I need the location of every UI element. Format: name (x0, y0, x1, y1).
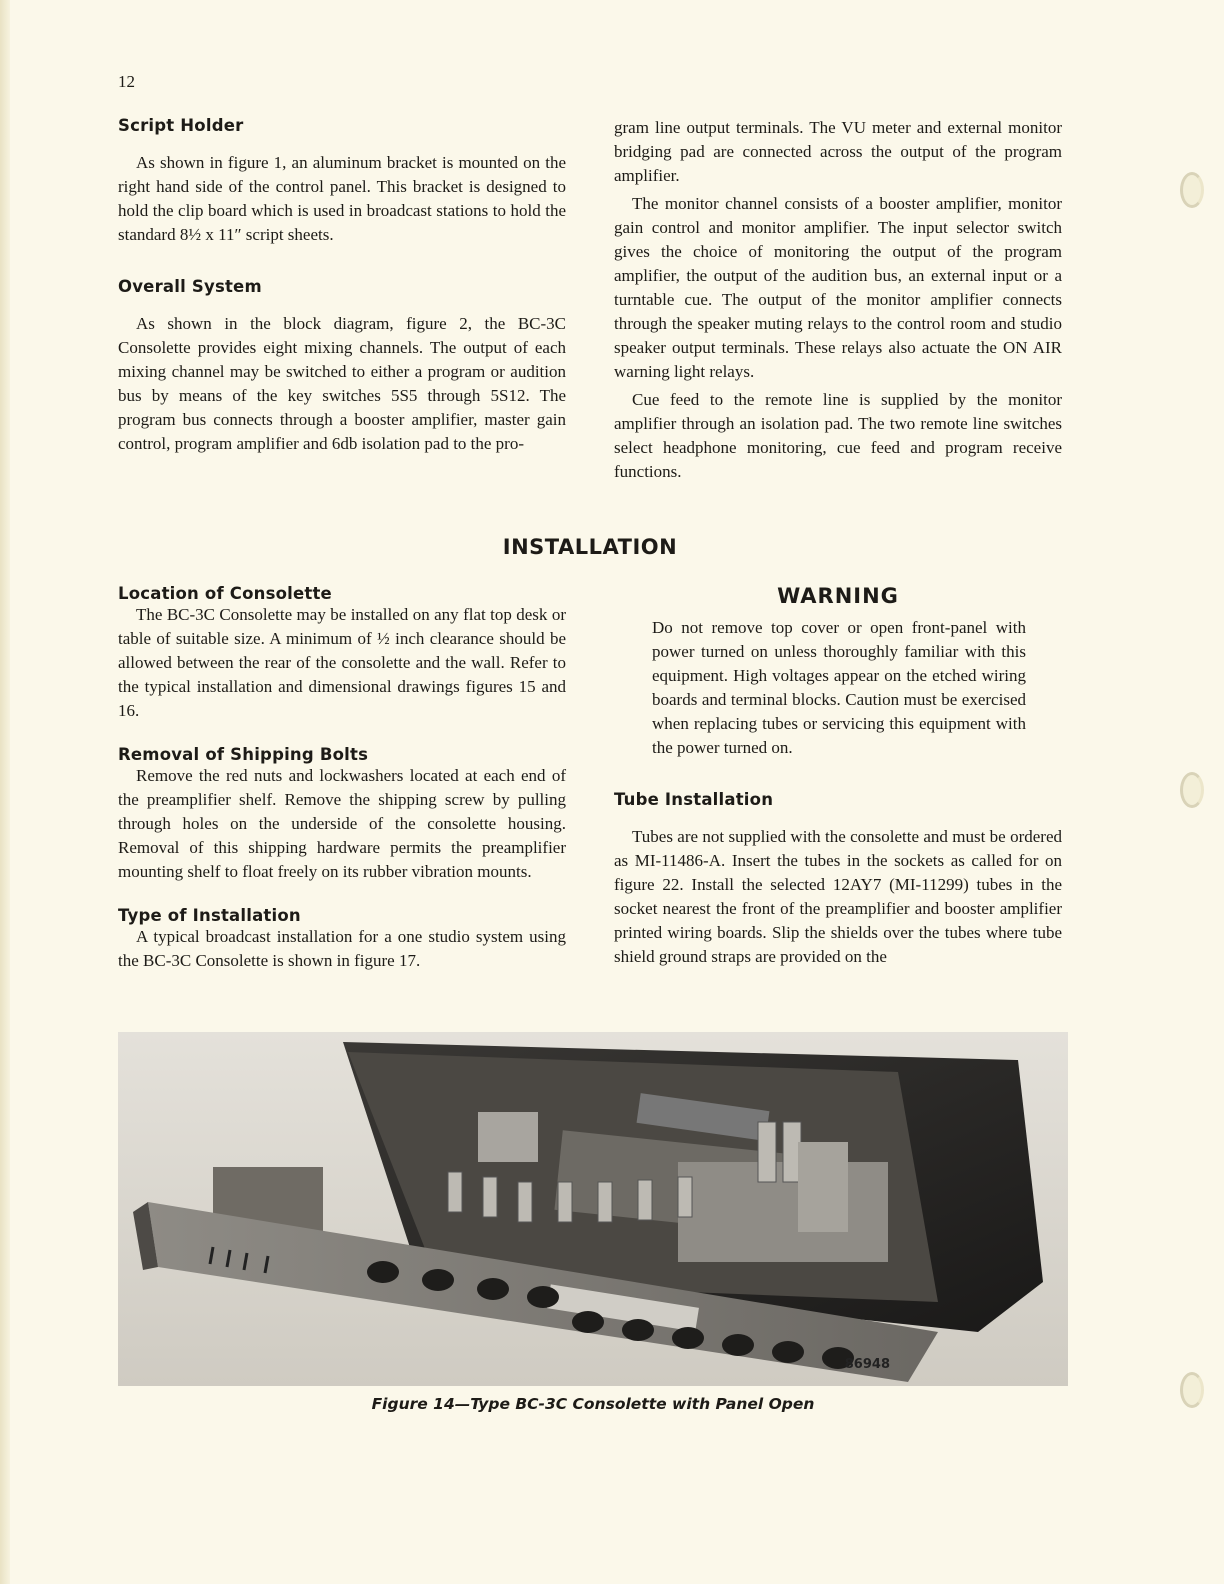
figure-photo-consolette (118, 1032, 1068, 1386)
page-binding-edge (0, 0, 10, 1584)
paragraph-program-line: gram line output terminals. The VU meter and external monitor bridging pad are connected across the output of the program amplifier. (614, 118, 1062, 185)
paragraph-tube-installation: Tubes are not supplied with the consolette and must be ordered as MI-11486-A. Insert the tubes in the sockets as called for on figure 22. Install the selected 12AY7 (MI-11299) tubes in the socket nearest the front of the preamplifier and booster amplifier printed wiring boards. Slip the shields over the tubes where tube shield ground straps are provided on the (614, 827, 1062, 966)
figure-caption: Figure 14—Type BC-3C Consolette with Panel Open (371, 1395, 815, 1413)
section-title-installation: INSTALLATION (502, 535, 678, 559)
column-right-top (614, 116, 1062, 484)
paragraph-cue-feed: Cue feed to the remote line is supplied by the monitor amplifier through an isolation pad. The two remote line switches select headphone monitoring, cue feed and program receive functions. (614, 390, 1062, 481)
page-number: 12 (118, 72, 135, 91)
paragraph-type-installation: A typical broadcast installation for a one studio system using the BC-3C Consolette is shown in figure 17. (118, 927, 566, 970)
paragraph-location: The BC-3C Consolette may be installed on any flat top desk or table of suitable size. A minimum of ½ inch clearance should be allowed between the rear of the consolette and the wall. Refer to the typical installation and dimensional drawings figures 15 and 16. (118, 605, 566, 720)
photo-reference-number: 86948 (844, 1357, 890, 1372)
paragraph-warning: Do not remove top cover or open front-panel with power turned on unless thoroughly familiar with this equipment. High voltages appear on the etched wiring boards and terminal blocks. Caution must be exercised when replacing tubes or servicing this equipment with the power turned on. (652, 618, 1026, 757)
column-right-bottom (614, 584, 1062, 969)
heading-type-installation: Type of Installation (118, 906, 301, 925)
column-left-top (118, 116, 566, 456)
binder-hole-marker (1180, 772, 1204, 808)
warning-box (652, 616, 1026, 760)
heading-overall-system: Overall System (118, 277, 262, 296)
paragraph-overall-system: As shown in the block diagram, figure 2, the BC-3C Consolette provides eight mixing channels. The output of each mixing channel may be switched to either a program or audition bus by means of the key switches 5S5 through 5S12. The program bus connects through a booster amplifier, master gain control, program amplifier and 6db isolation pad to the pro- (118, 314, 566, 453)
paragraph-script-holder: As shown in figure 1, an aluminum bracket is mounted on the right hand side of the control panel. This bracket is designed to hold the clip board which is used in broadcast stations to hold the standard 8½ x 11″ script sheets. (118, 153, 566, 244)
heading-location: Location of Consolette (118, 584, 332, 603)
paragraph-monitor-channel: The monitor channel consists of a booster amplifier, monitor gain control and monitor amplifier. The input selector switch gives the choice of monitoring the output of the program amplifier, the output of the audition bus, an external input or a turntable cue. The output of the monitor amplifier connects through the speaker muting relays to the control room and studio speaker output terminals. These relays also actuate the ON AIR warning light relays. (614, 194, 1062, 381)
warning-heading: WARNING (777, 584, 899, 608)
heading-tube-installation: Tube Installation (614, 790, 774, 809)
binder-hole-marker (1180, 1372, 1204, 1408)
heading-shipping-bolts: Removal of Shipping Bolts (118, 745, 369, 764)
paragraph-shipping-bolts: Remove the red nuts and lockwashers located at each end of the preamplifier shelf. Remove the shipping screw by pulling through holes on the underside of the consolette housing. Removal of this shipping hardware permits the preamplifier mounting shelf to float freely on its rubber vibration mounts. (118, 766, 566, 881)
heading-script-holder: Script Holder (118, 116, 244, 135)
column-left-bottom (118, 584, 566, 973)
consolette-photo-drawing (118, 1032, 1068, 1386)
binder-hole-marker (1180, 172, 1204, 208)
